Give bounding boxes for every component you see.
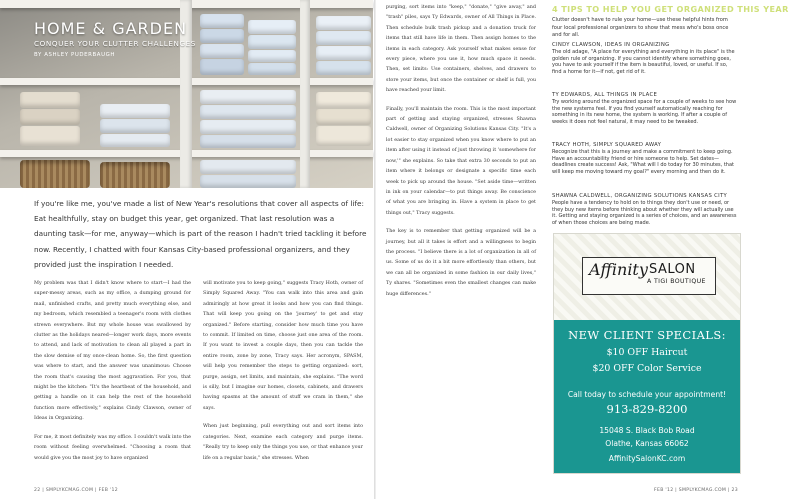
- article-column-2: [203, 278, 363, 463]
- ad-phone-number[interactable]: 913-829-8200: [606, 402, 688, 416]
- ad-address-street: 15048 S. Black Bob Road: [599, 426, 695, 435]
- paragraph: The key is to remember that getting organized will be a journey, but all it takes is effort and a willingness to begin the process. "I believe there is a lot of organization in all of us. Some of us do it a bit more effortlessly than others, but we can all be organized in some fashion in our daily lives," Ty shares. "Sometimes even the smallest changes can make huge differences.": [386, 228, 536, 297]
- logo-salon-text: SALON: [649, 262, 696, 277]
- salon-advertisement[interactable]: [553, 233, 741, 474]
- byline: BY ASHLEY PUDERBAUGH: [34, 52, 116, 58]
- paragraph: When just beginning, pull everything out and sort items into categories. Next, examine each category and purge items. "Really try to keep only the things you use, or that enhance your life on a regular basis," she stresses. When: [203, 423, 363, 461]
- ad-headline: NEW CLIENT SPECIALS:: [568, 328, 726, 342]
- paragraph: Finally, you'll maintain the room. This is the most important part of getting and staying organized, stresses Shawna Caldwell, owner of Organizing Solutions Kansas City. "It's a lot easier to stay organized when you know where to put an item after using it instead of just throwing it 'somewhere for now,'" she explains. So take that extra 30 seconds to put an item where it belongs or designate a specific time each week to pick up around the house. "Set aside time—written in ink on your calendar—to put things away. Be conscience of what you are bringing in. Have a system in place to get things out," Tracy suggests.: [386, 105, 536, 216]
- paragraph: For me, it most definitely was my office. I couldn't walk into the room without feeling overwhelmed. "Choosing a room that would give you the most joy to have organized: [34, 433, 191, 461]
- ad-offer-panel: [554, 320, 740, 473]
- salon-logo: [582, 257, 716, 295]
- article-headline: CONQUER YOUR CLUTTER CHALLENGES: [34, 39, 196, 48]
- ad-website-link[interactable]: AffinitySalonKC.com: [608, 454, 686, 463]
- page-gutter: [374, 0, 376, 499]
- tip-author: SHAWNA CALDWELL, ORGANIZING SOLUTIONS KANSAS CITY: [552, 193, 728, 199]
- tip-item: [552, 142, 737, 175]
- tip-item: [552, 42, 737, 75]
- tip-item: [552, 92, 737, 125]
- tip-author: CINDY CLAWSON, IDEAS IN ORGANIZING: [552, 42, 670, 48]
- ad-logo-panel: [554, 234, 740, 320]
- tip-text: Try working around the organized space for a couple of weeks to see how the new systems feel. If you find yourself automatically reaching for something in its new home, the system is working. If after a couple of weeks it does not feel natural, it may need to be tweaked.: [552, 99, 737, 125]
- tips-intro: Clutter doesn't have to rule your home—use these helpful hints from four local professional organizers to show that mess who's boss once and for all.: [552, 17, 729, 39]
- tip-text: Recognize that this is a journey and make a commitment to keep going. Have an accountability friend or hire someone to help. Set dates—deadlines create success! Ask, "What will I do today for 30 minutes, that will keep me moving toward my goal?" every morning and then do it.: [552, 149, 734, 175]
- paragraph: My problem was that I didn't know where to start—I had the super-messy areas, such as my office, a dumping ground for mail, unfinished crafts, and pretty much everything else, and my bedroom, which resembled a teenager's room with clothes strewn everywhere. But my whole house was swallowed by clutter as the holidays neared—longer work days, more events to attend, and lack of motivation to clean all played a part in the slow demise of my once-clean home. So, the first question was where to start, and the answer was unanimous: Choose the room that's causing the most aggravation. For you, that might be the kitchen: "It's the heartbeat of the household, and getting a handle on it can help the rest of the household function more effectively," explains Cindy Clawson, owner of Ideas in Organizing.: [34, 280, 191, 422]
- logo-tagline: A TIGI BOUTIQUE: [647, 278, 706, 285]
- ad-offer-haircut: $10 OFF Haircut: [606, 347, 688, 358]
- logo-script-text: Affinity: [589, 260, 648, 279]
- tips-heading: 4 TIPS TO HELP YOU GET ORGANIZED THIS YEAR: [552, 4, 789, 14]
- paragraph: purging, sort items into "keep," "donate," "give away," and "trash" piles, says Ty Edwards, owner of All Things in Place. Then schedule bulk trash pickup and a donation truck for items that still have life in them. Then assign homes to the items in each category. Ask yourself what makes sense for every piece, where you use it, how much space it needs. Then, set limits: Use containers, shelves, and drawers to store your items, but once the container or shelf is full, you have reached your limit.: [386, 4, 536, 94]
- ad-offer-color: $20 OFF Color Service: [592, 363, 702, 374]
- tip-text: The old adage, "A place for everything and everything in its place" is the golden rule of organizing. If you cannot identify where something goes, you have to ask yourself if the item is beautiful, loved, or useful. If so, find a home for it—if not, get rid of it.: [552, 49, 735, 75]
- ad-call-to-action: Call today to schedule your appointment!: [567, 390, 727, 399]
- article-column-1: [34, 278, 191, 463]
- tip-author: TRACY HOTH, SIMPLY SQUARED AWAY: [552, 142, 662, 148]
- article-column-3: [386, 2, 536, 299]
- tip-author: TY EDWARDS, ALL THINGS IN PLACE: [552, 92, 658, 98]
- hero-photo: [0, 0, 373, 188]
- page-footer-right: FEB '12 | SMPLYKCMAG.COM | 23: [654, 488, 738, 493]
- section-title: HOME & GARDEN: [34, 19, 188, 38]
- page-footer-left: 22 | SMPLYKCMAG.COM | FEB '12: [34, 488, 118, 493]
- tip-text: People have a tendency to hold on to things they don't use or need, or they buy new items before thinking about whether they will actually use it. Getting and staying organized is a series of choices, and an awareness of when those choices are being made.: [552, 200, 737, 226]
- paragraph: will motivate you to keep going," suggests Tracy Hoth, owner of Simply Squared Away. "You can walk into this area and gain admiringly at how great it looks and how you can find things. That will keep you going on the 'journey' to get and stay organized." Before starting, consider how much time you have to commit. If limited on time, choose just one area of the room. If you want to invest a couple days, then you can tackle the entire room, zone by zone, Tracy says. Her acronym, SPASM, will help you remember the steps to getting organized: sort, purge, assign, set limits, and maintain, she explains. "The word is silly, but I imagine our homes, closets, cabinets, and drawers having spasms at the amount of stuff we cram in them," she says.: [203, 280, 363, 411]
- article-intro: If you're like me, you've made a list of New Year's resolutions that cover all aspects of life: Eat healthfully, stay on budget this year, get organized. That last resolution was a daunting task—for me, anyway—which is part of the reason I hadn't tried tackling it before now. Recently, I chatted with four Kansas City-based professional organizers, and they provided just the inspiration I needed.: [34, 199, 367, 269]
- tip-item: [552, 193, 737, 226]
- ad-address-city: Olathe, Kansas 66062: [605, 439, 689, 448]
